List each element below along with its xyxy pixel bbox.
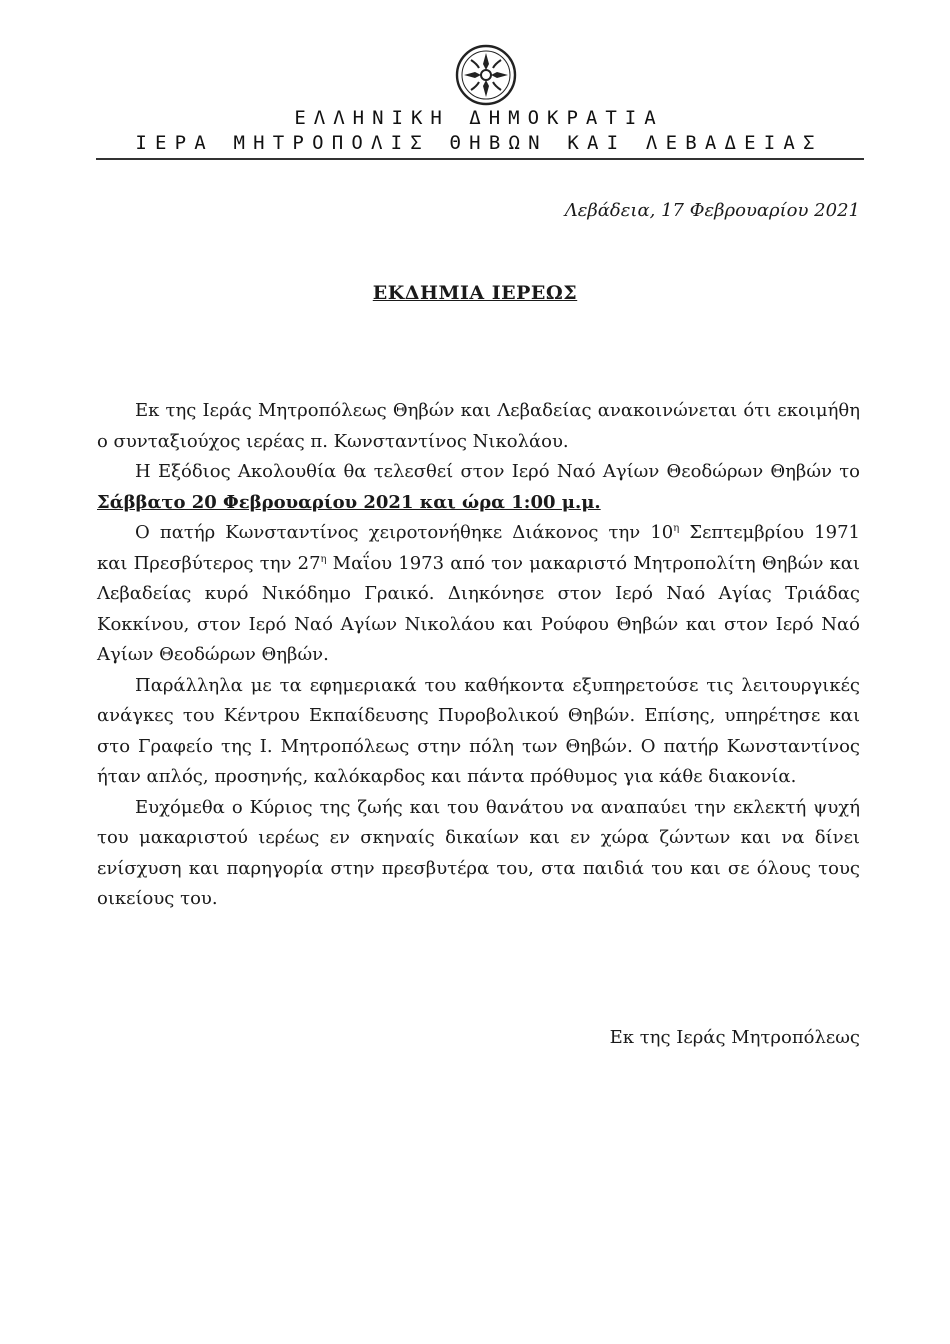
paragraph-3 <box>97 518 860 671</box>
paragraph-2-text: Η Εξόδιος Ακολουθία θα τελεσθεί στον Ιερό Ναό Αγίων Θεοδώρων Θηβών το <box>135 461 860 482</box>
funeral-date-time: Σάββατο 20 Φεβρουαρίου 2021 και ώρα 1:00 μ.μ. <box>97 491 601 513</box>
place-date: Λεβάδεια, 17 Φεβρουαρίου 2021 <box>564 200 860 221</box>
double-headed-eagle-seal-icon <box>455 44 517 106</box>
paragraph-2 <box>97 457 860 518</box>
paragraph-3-part-a: Ο πατήρ Κωνσταντίνος χειροτονήθηκε Διάκονος την 10 <box>135 522 674 543</box>
header-country: ΕΛΛΗΝΙΚΗ ΔΗΜΟΚΡΑΤΙΑ <box>294 107 664 129</box>
header-metropolis: ΙΕΡΑ ΜΗΤΡΟΠΟΛΙΣ ΘΗΒΩΝ ΚΑΙ ΛΕΒΑΔΕΙΑΣ <box>135 132 823 154</box>
paragraph-4: Παράλληλα με τα εφημεριακά του καθήκοντα εξυπηρετούσε τις λειτουργικές ανάγκες του Κέντρου Εκπαίδευσης Πυροβολικού Θηβών. Επίσης, υπηρέτησε και στο Γραφείο της Ι. Μητροπόλεως στην πόλη των Θηβών. Ο πατήρ Κωνσταντίνος ήταν απλός, προσηνής, καλόκαρδος και πάντα πρόθυμος για κάθε διακονία. <box>97 674 860 787</box>
paragraph-1: Εκ της Ιεράς Μητροπόλεως Θηβών και Λεβαδείας ανακοινώνεται ότι εκοιμήθη ο συνταξιούχος ιερέας π. Κωνσταντίνος Νικολάου. <box>97 400 860 452</box>
document-body <box>97 396 860 915</box>
document-title: ΕΚΔΗΜΙΑ ΙΕΡΕΩΣ <box>372 282 578 304</box>
paragraph-5: Ευχόμεθα ο Κύριος της ζωής και του θανάτου να αναπαύει την εκλεκτή ψυχή του μακαριστού ιερέως εν σκηναίς δικαίων και εν χώρα ζώντων και να δίνει ενίσχυση και παρηγορία στην πρεσβυτέρα του, στα παιδιά του και σε όλους τους οικείους του. <box>97 796 860 909</box>
ordinal-superscript-1: η <box>673 523 680 534</box>
header-divider <box>96 158 864 160</box>
paragraph-3-part-b: Σεπτεμβρίου 1971 και Πρεσβύτερος την 27 <box>97 522 860 574</box>
paragraph-3-part-c: Μαΐου 1973 από τον μακαριστό Μητροπολίτη Θηβών και Λεβαδείας κυρό Νικόδημο Γραικό. Διηκόνησε στον Ιερό Ναό Αγίας Τριάδας Κοκκίνου, στον Ιερό Ναό Αγίων Νικολάου και Ρούφου Θηβών και στον Ιερό Ναό Αγίων Θεοδώρων Θηβών. <box>97 552 860 665</box>
signature: Εκ της Ιεράς Μητροπόλεως <box>609 1027 860 1048</box>
ordinal-superscript-2: η <box>320 553 327 565</box>
